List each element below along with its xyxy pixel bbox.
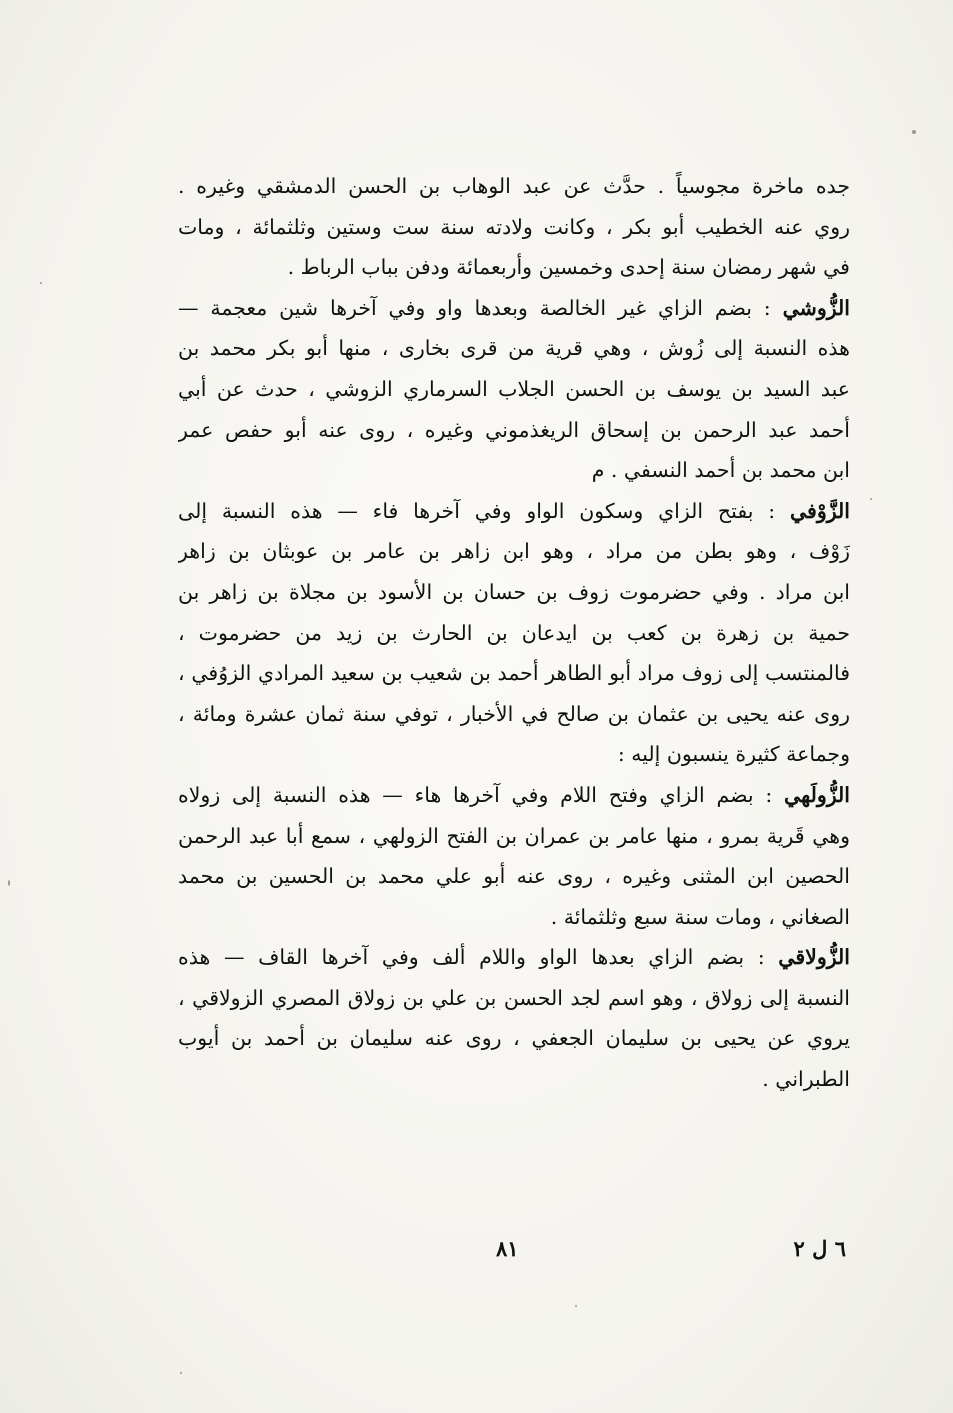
scan-speck	[870, 498, 872, 500]
text-line: جده ماخرة مجوسياً . حدَّث عن عبد الوهاب بن الحسن الدمشقي وغيره .	[178, 174, 850, 198]
text-line: ابن محمد بن أحمد النسفي . م	[591, 458, 850, 483]
scan-speck	[180, 1372, 182, 1374]
scan-speck	[8, 880, 10, 886]
printer-signature: ٦ ل ٢	[793, 1236, 846, 1261]
text-line: فالمنتسب إلى زوف مراد أبو الطاهر أحمد بن شعيب بن سعيد المرادي الزوُفي ،	[178, 661, 850, 686]
text-line: عبد السيد بن يوسف بن الحسن الجلاب السرماري الزوشي ، حدث عن أبي	[178, 376, 850, 401]
entry-heading-zulaqi: الزُّولاقي	[778, 945, 850, 970]
text-line: وهي قَرية بمرو ، منها عامر بن عمران بن الفتح الزولهي ، سمع أبا عبد الرحمن	[178, 823, 850, 848]
scan-speck	[575, 1305, 577, 1307]
entry-zulaqi-first-line: الزُّولاقي : بضم الزاي بعدها الواو واللام ألف وفي آخرها القاف — هذه	[178, 945, 850, 970]
text-line: وجماعة كثيرة ينسبون إليه :	[617, 742, 850, 767]
page-footer	[178, 1236, 850, 1270]
page-number: ٨١	[496, 1236, 519, 1261]
text-line: يروي عن يحيى بن سليمان الجعفي ، روى عنه سليمان بن أحمد بن أيوب	[178, 1026, 850, 1051]
scan-speck	[40, 282, 42, 284]
entry-heading-zulahi: الزُّولَهي	[784, 782, 850, 807]
text-line: روي عنه الخطيب أبو بكر ، وكانت ولادته سنة ست وستين وثلثمائة ، ومات	[178, 214, 850, 239]
text-line: الطبراني .	[762, 1067, 850, 1092]
scan-speck	[912, 130, 916, 134]
text-line: الحصين ابن المثنى وغيره ، روى عنه أبو علي محمد بن الحسين بن محمد	[178, 864, 850, 889]
text-line: النسبة إلى زولاق ، وهو اسم لجد الحسن بن علي بن زولاق المصري الزولاقي ،	[178, 985, 850, 1010]
text-line: في شهر رمضان سنة إحدى وخمسين وأربعمائة ودفن بباب الرباط .	[287, 255, 850, 280]
entry-heading-zawfi: الزَّوْفي	[789, 498, 850, 523]
entry-zawfi-first-line: الزَّوْفي : بفتح الزاي وسكون الواو وفي آخرها فاء — هذه النسبة إلى	[178, 498, 850, 523]
text-line: روى عنه يحيى بن عثمان بن صالح في الأخبار ، توفي سنة ثمان عشرة ومائة ،	[178, 701, 850, 726]
entry-zulahi-first-line: الزُّولَهي : بضم الزاي وفتح اللام وفي آخرها هاء — هذه النسبة إلى زولاه	[178, 782, 850, 807]
text-line: زَوْف ، وهو بطن من مراد ، وهو ابن زاهر بن عامر بن عوبثان بن زاهر	[178, 539, 850, 564]
text-line: الصغاني ، ومات سنة سبع وثلثمائة .	[550, 904, 850, 929]
body-text	[178, 166, 850, 1100]
text-line: أحمد عبد الرحمن بن إسحاق الريغذموني وغيره ، روى عنه أبو حفص عمر	[178, 417, 850, 442]
entry-heading-zushi: الزُّوشي	[782, 295, 850, 320]
text-line: هذه النسبة إلى زُوش ، وهي قرية من قرى بخارى ، منها أبو بكر محمد بن	[178, 336, 850, 361]
text-line: حمية بن زهرة بن كعب بن ايدعان بن الحارث بن زيد من حضرموت ،	[178, 620, 850, 645]
text-line: ابن مراد . وفي حضرموت زوف بن حسان بن الأسود بن مجلاة بن زاهر بن	[178, 579, 850, 604]
entry-zushi-first-line: الزُّوشي : بضم الزاي غير الخالصة وبعدها واو وفي آخرها شين معجمة —	[178, 295, 850, 320]
